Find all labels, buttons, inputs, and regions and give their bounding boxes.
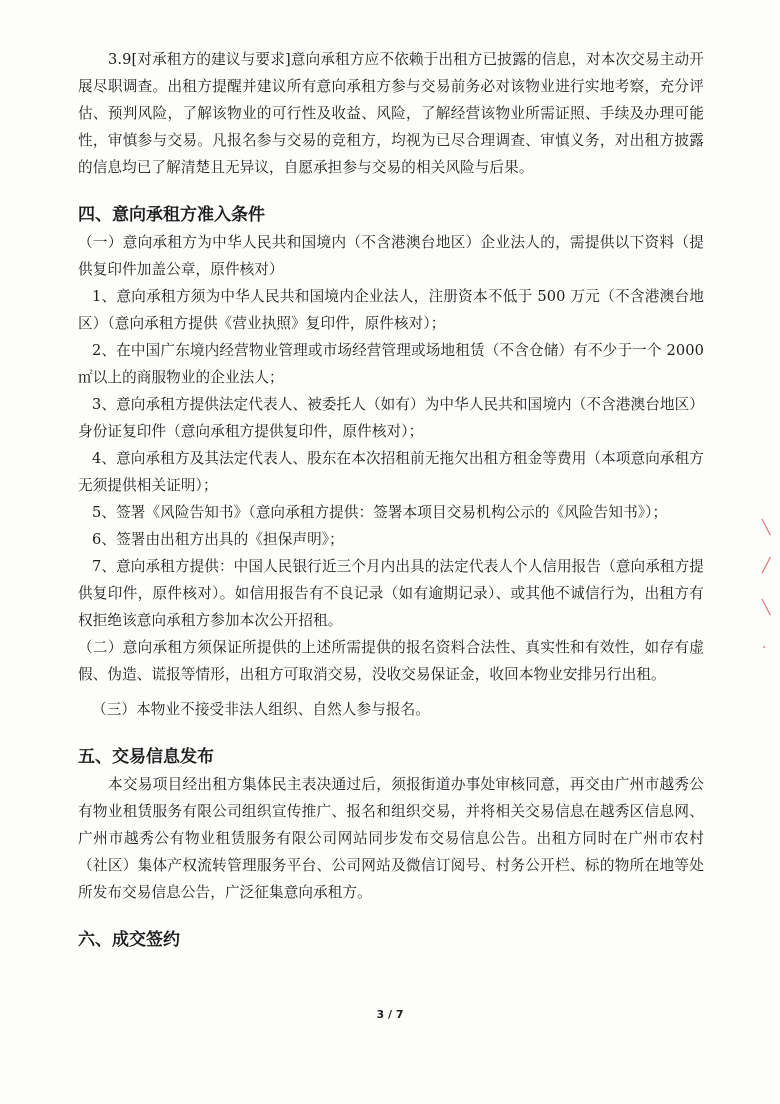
section-5-title: 五、交易信息发布 bbox=[78, 747, 214, 767]
list-item: 3、意向承租方提供法定代表人、被委托人（如有）为中华人民共和国境内（不含港澳台地区）身份证复印件（意向承租方提供复印件，原件核对）； bbox=[78, 396, 704, 440]
seal-edge-mark: ╲ ╱ ╲ · bbox=[762, 520, 771, 656]
list-item: 6、签署由出租方出具的《担保声明》； bbox=[92, 531, 344, 548]
list-item: 2、在中国广东境内经营物业管理或市场经营管理或场地租赁（不含仓储）有不少于一个 2000 ㎡以上的商服物业的企业法人； bbox=[78, 342, 704, 386]
section-4-intro: （一）意向承租方为中华人民共和国境内（不含港澳台地区）企业法人的，需提供以下资料（提供复印件加盖公章，原件核对） bbox=[78, 234, 704, 278]
list-item: 1、意向承租方须为中华人民共和国境内企业法人，注册资本不低于 500 万元（不含港澳台地区）（意向承租方提供《营业执照》复印件，原件核对）； bbox=[78, 288, 704, 332]
document-body bbox=[78, 46, 704, 954]
section-5-body: 本交易项目经出租方集体民主表决通过后，须报街道办事处审核同意，再交由广州市越秀公有物业租赁服务有限公司组织宣传推广、报名和组织交易，并将相关交易信息在越秀区信息网、广州市越秀公有物业租赁服务有限公司网站同步发布交易信息公告。出租方同时在广州市农村（社区）集体产权流转管理服务平台、公司网站及微信订阅号、村务公开栏、标的物所在地等处所发布交易信息公告，广泛征集意向承租方。 bbox=[78, 776, 704, 901]
section-4-clause-2: （二）意向承租方须保证所提供的上述所需提供的报名资料合法性、真实性和有效性，如存有虚假、伪造、谎报等情形，出租方可取消交易，没收交易保证金，收回本物业安排另行出租。 bbox=[78, 639, 704, 683]
page-number: 3 / 7 bbox=[376, 1008, 404, 1021]
clause-3-9: 3.9[对承租方的建议与要求]意向承租方应不依赖于出租方已披露的信息，对本次交易主动开展尽职调查。出租方提醒并建议所有意向承租方参与交易前务必对该物业进行实地考察，充分评估、预判风险，了解该物业的可行性及收益、风险，了解经营该物业所需证照、手续及办理可能性，审慎参与交易。凡报名参与交易的竞租方，均视为已尽合理调查、审慎义务，对出租方披露的信息均已了解清楚且无异议，自愿承担参与交易的相关风险与后果。 bbox=[78, 51, 704, 176]
list-item: 4、意向承租方及其法定代表人、股东在本次招租前无拖欠出租方租金等费用（本项意向承租方无须提供相关证明）； bbox=[78, 450, 704, 494]
list-item: 5、签署《风险告知书》（意向承租方提供：签署本项目交易机构公示的《风险告知书》）； bbox=[92, 504, 668, 521]
section-4-clause-3: （三）本物业不接受非法人组织、自然人参与报名。 bbox=[92, 701, 430, 718]
list-item: 7、意向承租方提供：中国人民银行近三个月内出具的法定代表人个人信用报告（意向承租方提供复印件，原件核对）。如信用报告有不良记录（如有逾期记录）、或其他不诚信行为，出租方有权拒绝该意向承租方参加本次公开招租。 bbox=[78, 558, 704, 629]
section-6-title: 六、成交签约 bbox=[78, 930, 180, 950]
section-4-list bbox=[78, 283, 704, 634]
section-4-title: 四、意向承租方准入条件 bbox=[78, 205, 265, 225]
